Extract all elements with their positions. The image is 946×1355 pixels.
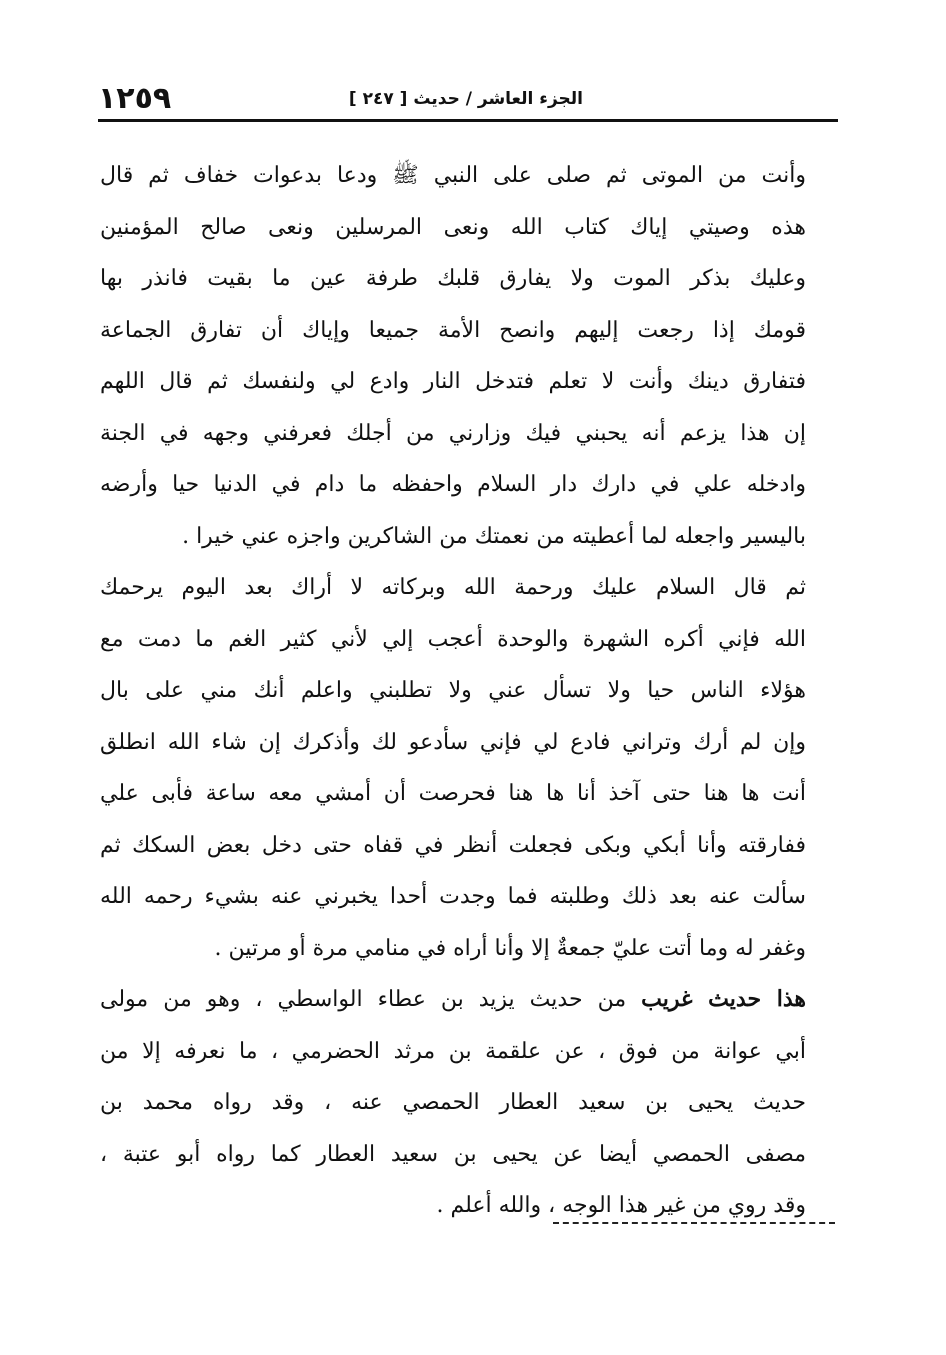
text-line: أنت ها هنا حتى آخذ أنا ها هنا فحرصت أن أمشي معه ساعة فأبى علي — [100, 781, 806, 806]
text-line: حديث يحيى بن سعيد العطار الحمصي عنه ، وقد رواه محمد بن — [100, 1090, 806, 1115]
paragraph-2 — [100, 562, 806, 974]
text-line: وعليك بذكر الموت ولا يفارق قلبك طرفة عين ما بقيت فانذر بها — [100, 266, 807, 291]
text-line: سألت عنه بعد ذلك وطلبته فما وجدت أحدا يخبرني عنه بشيء رحمه الله — [100, 884, 806, 909]
paragraph-3 — [100, 974, 806, 1232]
text-line: هؤلاء الناس حيا ولا تسأل عني ولا تطلبني واعلم أنك مني على بال — [100, 678, 806, 703]
text-line: فتفارق دينك وأنت لا تعلم فتدخل النار وادع لي ولنفسك ثم قال اللهم — [100, 369, 806, 394]
body-text — [100, 150, 806, 1232]
text-line: وإن لم أرك وتراني فادع لي فإني سأدعو لك وأذكرك إن شاء الله انطلق — [100, 729, 806, 755]
text-line — [100, 974, 806, 1026]
footnote-separator — [553, 1222, 835, 1224]
text-line: مصفى الحمصي أيضا عن يحيى بن سعيد العطار كما رواه أبو عتبة ، — [100, 1141, 806, 1167]
text-line: قومك إذا رجعت إليهم وانصح الأمة جميعا وإياك أن تفارق الجماعة — [100, 317, 806, 343]
paragraph-1 — [100, 150, 806, 562]
text-line: الله فإني أكره الشهرة والوحدة أعجب إلي لأني كثير الغم ما دمت مع — [100, 626, 806, 652]
text-line: وقد روي من غير هذا الوجه ، والله أعلم . — [436, 1193, 806, 1218]
running-title: الجزء العاشر / حديث [ ٢٤٧ ] — [348, 89, 583, 109]
bold-lead: هذا حديث غريب — [641, 986, 806, 1012]
text-line: هذه وصيتي إياك كتاب الله ونعى المرسلين ونعى صالح المؤمنين — [100, 214, 806, 240]
page-number: ١٢٥٩ — [98, 81, 172, 116]
text-line: ففارقته وأنا أبكي وبكى فجعلت أنظر في قفاه حتى دخل بعض السكك ثم — [100, 832, 806, 858]
text-line: أبي عوانة من فوق ، عن علقمة بن مرثد الحضرمي ، ما نعرفه إلا من — [100, 1038, 806, 1064]
text-line: إن هذا يزعم أنه يحبني فيك وزارني من أجلك فعرفني وجهه في الجنة — [100, 420, 806, 446]
text-line: ثم قال السلام عليك ورحمة الله وبركاته لا أراك بعد اليوم يرحمك — [100, 575, 806, 600]
header-rule — [98, 119, 838, 122]
text-line-rest: من حديث يزيد بن عطاء الواسطي ، وهو من مولى — [100, 987, 642, 1012]
text-line: وغفر له وما أتت عليّ جمعةٌ إلا وأنا أراه في منامي مرة أو مرتين . — [214, 935, 806, 961]
text-line: وأنت من الموتى ثم صلى على النبي ﷺ ودعا بدعوات خفاف ثم قال — [100, 163, 806, 188]
text-line: باليسير واجعله لما أعطيته من نعمتك من الشاكرين واجزه عني خيرا . — [182, 523, 806, 549]
page-header — [98, 78, 838, 120]
text-line: وادخله علي في دارك دار السلام واحفظه ما دام في الدنيا حيا وأرضه — [100, 472, 806, 497]
